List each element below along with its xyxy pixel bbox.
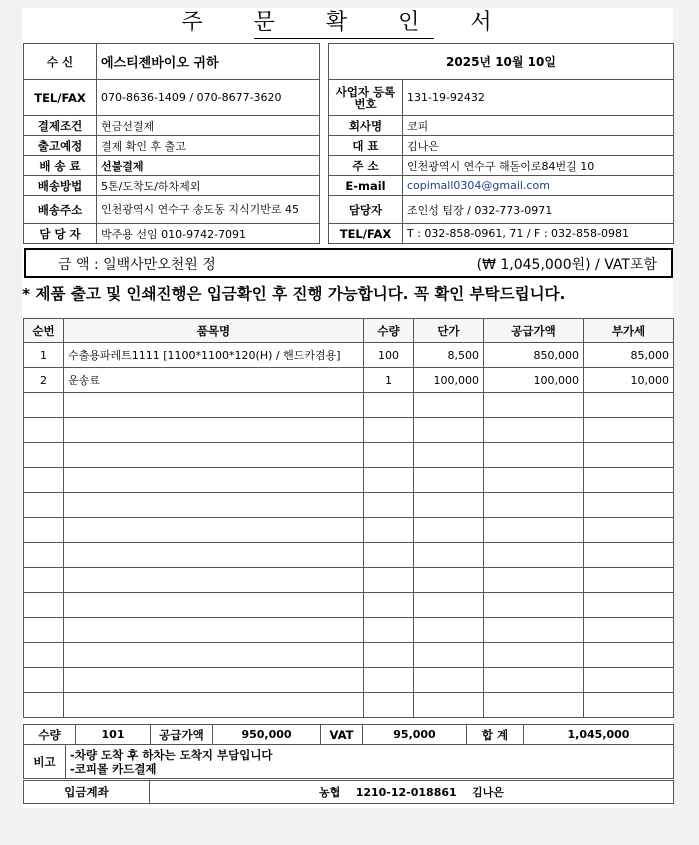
empty-table-row: [24, 443, 674, 468]
col-header-item: 품목명: [64, 319, 364, 343]
total-supply-label: 공급가액: [151, 725, 213, 745]
empty-cell: [584, 618, 674, 643]
empty-cell: [364, 593, 414, 618]
empty-cell: [414, 443, 484, 468]
empty-cell: [484, 468, 584, 493]
empty-cell: [64, 668, 364, 693]
empty-cell: [584, 518, 674, 543]
cell-item: 수출용파레트1111 [1100*1100*120(H) / 핸드카겸용]: [64, 343, 364, 368]
empty-cell: [64, 518, 364, 543]
empty-cell: [414, 518, 484, 543]
empty-cell: [24, 418, 64, 443]
cell-vat: 85,000: [584, 343, 674, 368]
empty-cell: [64, 543, 364, 568]
empty-cell: [24, 518, 64, 543]
empty-cell: [364, 518, 414, 543]
total-qty: 101: [76, 725, 151, 745]
empty-cell: [414, 543, 484, 568]
col-header-supply: 공급가액: [484, 319, 584, 343]
empty-table-row: [24, 393, 674, 418]
empty-cell: [584, 443, 674, 468]
cell-no: 1: [24, 343, 64, 368]
cell-unit-price: 100,000: [414, 368, 484, 393]
empty-cell: [414, 493, 484, 518]
empty-cell: [24, 643, 64, 668]
total-vat: 95,000: [363, 725, 467, 745]
empty-cell: [414, 468, 484, 493]
remarks-table: [23, 744, 674, 779]
cell-vat: 10,000: [584, 368, 674, 393]
shipping-fee-label: 배 송 료: [24, 156, 97, 176]
title-underline: [254, 38, 434, 39]
issue-date: 2025년 10월 10일: [329, 44, 674, 80]
empty-cell: [484, 518, 584, 543]
empty-cell: [64, 443, 364, 468]
document-title: 주 문 확 인 서: [181, 10, 514, 35]
amount-in-words: 금 액 : 일백사만오천원 정: [58, 257, 216, 273]
empty-cell: [414, 693, 484, 718]
empty-cell: [24, 493, 64, 518]
empty-cell: [584, 568, 674, 593]
supplier-manager: 조인성 팀장 / 032-773-0971: [403, 196, 674, 224]
amount-figure: (₩ 1,045,000원) / VAT포함: [476, 257, 657, 273]
release-label: 출고예정: [24, 136, 97, 156]
empty-cell: [64, 693, 364, 718]
account-label: 입금계좌: [24, 781, 150, 804]
shipping-fee: 선불결제: [97, 156, 320, 176]
supplier-email[interactable]: copimall0304@gmail.com: [403, 176, 674, 196]
supplier-tel-fax-label: TEL/FAX: [329, 224, 403, 244]
bank-account: 농협 1210-12-018861 김나은: [150, 781, 674, 804]
empty-cell: [364, 568, 414, 593]
empty-cell: [584, 693, 674, 718]
empty-table-row: [24, 693, 674, 718]
payment-terms: 현금선결제: [97, 116, 320, 136]
empty-table-row: [24, 543, 674, 568]
delivery-address: 인천광역시 연수구 송도동 지식기반로 45: [97, 196, 320, 224]
order-confirmation-document: [22, 8, 673, 808]
empty-cell: [484, 668, 584, 693]
shipping-method-label: 배송방법: [24, 176, 97, 196]
recipient-label: 수 신: [24, 44, 97, 80]
account-table: [23, 780, 674, 804]
cell-qty: 1: [364, 368, 414, 393]
supplier-address-label: 주 소: [329, 156, 403, 176]
recipient-table: [23, 43, 320, 244]
grand-total: 1,045,000: [524, 725, 674, 745]
empty-table-row: [24, 468, 674, 493]
empty-cell: [364, 443, 414, 468]
cell-unit-price: 8,500: [414, 343, 484, 368]
empty-cell: [24, 393, 64, 418]
total-qty-label: 수량: [24, 725, 76, 745]
supplier-manager-label: 담당자: [329, 196, 403, 224]
empty-cell: [24, 693, 64, 718]
cell-supply: 850,000: [484, 343, 584, 368]
empty-cell: [64, 468, 364, 493]
empty-cell: [364, 693, 414, 718]
amount-box: [24, 248, 673, 278]
empty-cell: [414, 418, 484, 443]
company-name: 코피: [403, 116, 674, 136]
empty-cell: [24, 543, 64, 568]
empty-cell: [64, 568, 364, 593]
empty-cell: [64, 493, 364, 518]
empty-cell: [584, 393, 674, 418]
empty-cell: [584, 493, 674, 518]
remarks-line: -코피몰 카드결제: [70, 761, 157, 776]
empty-cell: [484, 543, 584, 568]
empty-cell: [364, 393, 414, 418]
payment-notice: * 제품 출고 및 인쇄진행은 입금확인 후 진행 가능합니다. 꼭 확인 부탁드립니다.: [22, 285, 566, 303]
items-table: [23, 318, 674, 718]
empty-cell: [484, 593, 584, 618]
empty-cell: [484, 643, 584, 668]
recipient-tel-fax-label: TEL/FAX: [24, 80, 97, 116]
supplier-tel-fax: T : 032-858-0961, 71 / F : 032-858-0981: [403, 224, 674, 244]
table-row: [24, 368, 674, 393]
empty-cell: [364, 468, 414, 493]
business-reg-label: 사업자 등록번호: [329, 80, 403, 116]
empty-rows: [24, 393, 674, 718]
empty-cell: [414, 618, 484, 643]
shipping-method: 5톤/도착도/하차제외: [97, 176, 320, 196]
empty-cell: [414, 393, 484, 418]
empty-table-row: [24, 493, 674, 518]
empty-table-row: [24, 668, 674, 693]
empty-cell: [364, 418, 414, 443]
empty-cell: [64, 418, 364, 443]
release-value: 결제 확인 후 출고: [97, 136, 320, 156]
company-label: 회사명: [329, 116, 403, 136]
col-header-unit-price: 단가: [414, 319, 484, 343]
empty-cell: [64, 643, 364, 668]
supplier-address: 인천광역시 연수구 해돋이로84번길 10: [403, 156, 674, 176]
empty-cell: [484, 418, 584, 443]
recipient-name: 에스티젠바이오 귀하: [97, 44, 320, 80]
empty-table-row: [24, 418, 674, 443]
cell-item: 운송료: [64, 368, 364, 393]
total-supply: 950,000: [213, 725, 321, 745]
empty-cell: [484, 568, 584, 593]
delivery-address-label: 배송주소: [24, 196, 97, 224]
empty-cell: [584, 668, 674, 693]
cell-no: 2: [24, 368, 64, 393]
empty-cell: [484, 393, 584, 418]
empty-cell: [24, 568, 64, 593]
supplier-table: [328, 43, 674, 244]
empty-cell: [364, 493, 414, 518]
total-vat-label: VAT: [321, 725, 363, 745]
business-reg-number: 131-19-92432: [403, 80, 674, 116]
empty-cell: [64, 618, 364, 643]
empty-cell: [484, 443, 584, 468]
empty-cell: [484, 693, 584, 718]
empty-cell: [24, 468, 64, 493]
empty-cell: [584, 468, 674, 493]
empty-cell: [64, 593, 364, 618]
empty-cell: [414, 593, 484, 618]
empty-cell: [414, 643, 484, 668]
empty-cell: [584, 418, 674, 443]
ceo-name: 김나은: [403, 136, 674, 156]
empty-cell: [484, 493, 584, 518]
email-label: E-mail: [329, 176, 403, 196]
empty-cell: [364, 543, 414, 568]
empty-cell: [64, 393, 364, 418]
empty-cell: [364, 643, 414, 668]
items-header-row: [24, 319, 674, 343]
empty-cell: [24, 668, 64, 693]
empty-cell: [24, 443, 64, 468]
empty-cell: [584, 593, 674, 618]
empty-table-row: [24, 618, 674, 643]
empty-cell: [364, 668, 414, 693]
cell-supply: 100,000: [484, 368, 584, 393]
remarks-label: 비고: [24, 745, 66, 779]
col-header-no: 순번: [24, 319, 64, 343]
empty-cell: [414, 668, 484, 693]
empty-cell: [414, 568, 484, 593]
grand-total-label: 합 계: [467, 725, 524, 745]
ceo-label: 대 표: [329, 136, 403, 156]
col-header-vat: 부가세: [584, 319, 674, 343]
empty-table-row: [24, 593, 674, 618]
empty-cell: [584, 643, 674, 668]
empty-cell: [364, 618, 414, 643]
empty-table-row: [24, 518, 674, 543]
table-row: [24, 343, 674, 368]
recipient-tel-fax: 070-8636-1409 / 070-8677-3620: [97, 80, 320, 116]
recipient-manager: 박주용 선임 010-9742-7091: [97, 224, 320, 244]
remarks-content: [66, 745, 674, 779]
empty-cell: [484, 618, 584, 643]
empty-cell: [24, 618, 64, 643]
empty-cell: [584, 543, 674, 568]
empty-table-row: [24, 568, 674, 593]
cell-qty: 100: [364, 343, 414, 368]
empty-table-row: [24, 643, 674, 668]
totals-table: [23, 724, 674, 745]
col-header-qty: 수량: [364, 319, 414, 343]
empty-cell: [24, 593, 64, 618]
recipient-manager-label: 담 당 자: [24, 224, 97, 244]
payment-terms-label: 결제조건: [24, 116, 97, 136]
remarks-line: -차량 도착 후 하차는 도착지 부담입니다: [70, 747, 273, 762]
